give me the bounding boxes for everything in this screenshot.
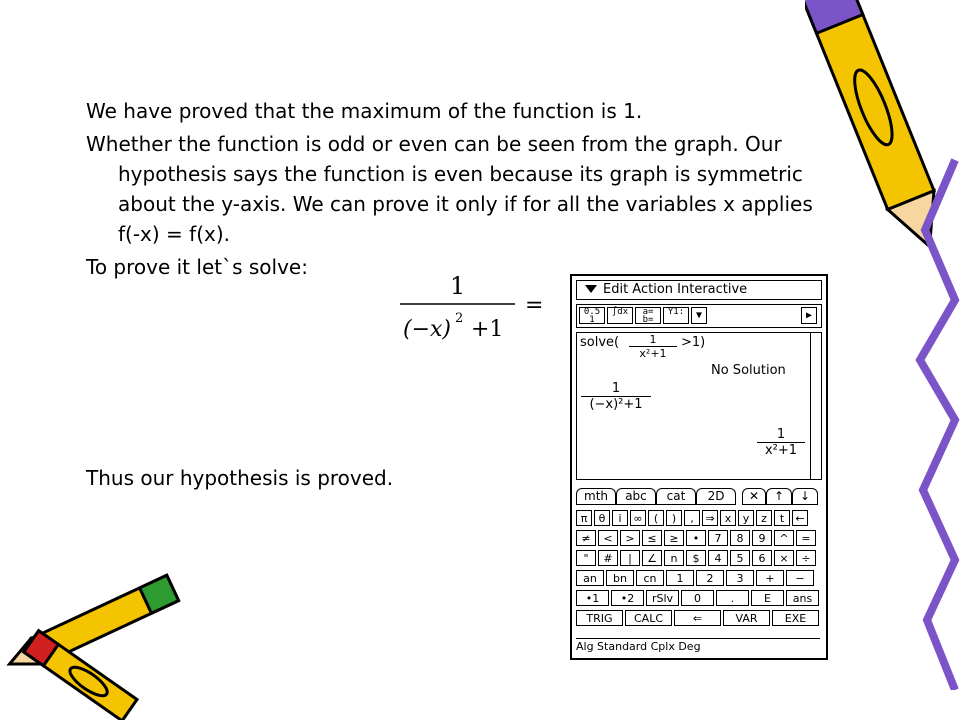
calculator-screen (570, 274, 828, 660)
key-row4-2[interactable]: cn (636, 570, 664, 586)
key-row3-10[interactable]: ÷ (796, 550, 816, 566)
key-row1-9[interactable]: y (738, 510, 754, 526)
key-row6-0[interactable]: TRIG (576, 610, 623, 626)
toolbar-fraction-button[interactable]: 0.5 1 (579, 307, 605, 324)
slide-body (86, 96, 826, 285)
key-row3-0[interactable]: " (576, 550, 596, 566)
key-row1-8[interactable]: x (720, 510, 736, 526)
key-row1-0[interactable]: π (576, 510, 592, 526)
calc-status-bar: Alg Standard Cplx Deg (576, 638, 820, 654)
key-row2-0[interactable]: ≠ (576, 530, 596, 546)
tab-up-icon[interactable]: ↑ (766, 488, 792, 505)
solve-fraction-numerator: 1 (649, 333, 657, 346)
key-row2-4[interactable]: ≥ (664, 530, 684, 546)
key-row5-6[interactable]: ans (786, 590, 819, 606)
formula-equals: = (525, 293, 544, 318)
toolbar-integral-button[interactable]: ∫dx (607, 307, 633, 324)
toolbar-dropdown-icon[interactable]: ▼ (691, 307, 707, 324)
fraction-positive-x (757, 427, 805, 458)
key-row5-3[interactable]: 0 (681, 590, 714, 606)
pencil-left-icon (0, 570, 200, 720)
conclusion-text: Thus our hypothesis is proved. (86, 466, 394, 490)
solve-fraction (629, 333, 677, 360)
key-row2-10[interactable]: = (796, 530, 816, 546)
key-row2-7[interactable]: 8 (730, 530, 750, 546)
toolbar-graph-button[interactable]: Y1: (663, 307, 689, 324)
paragraph-solve: To prove it let`s solve: (86, 255, 308, 279)
pencil-right-icon (805, 0, 960, 690)
key-row3-7[interactable]: 5 (730, 550, 750, 566)
paragraph-hypothesis: Whether the function is odd or even can be seen from the graph. Our hypothesis says the function is even because its graph is symmetric about the y-axis. We can prove it only if for all the variables x applies f(-x) = f(x). (86, 132, 813, 246)
key-row5-5[interactable]: E (751, 590, 784, 606)
key-row1-2[interactable]: i (612, 510, 628, 526)
work-scrollbar[interactable] (810, 333, 821, 479)
key-row3-2[interactable]: | (620, 550, 640, 566)
key-row1-3[interactable]: ∞ (630, 510, 646, 526)
calc-menu-bar[interactable] (576, 280, 822, 300)
key-row1-6[interactable]: , (684, 510, 700, 526)
key-row1-7[interactable]: ⇒ (702, 510, 718, 526)
key-row2-5[interactable]: • (686, 530, 706, 546)
key-row4-4[interactable]: 2 (696, 570, 724, 586)
calc-work-area[interactable] (576, 332, 822, 480)
key-row3-9[interactable]: × (774, 550, 794, 566)
calc-menu-text: Edit Action Interactive (603, 282, 748, 297)
tab-close-icon[interactable]: ✕ (742, 488, 766, 505)
key-row5-2[interactable]: rSlv (646, 590, 679, 606)
key-row5-0[interactable]: •1 (576, 590, 609, 606)
key-row2-9[interactable]: ^ (774, 530, 794, 546)
key-row1-4[interactable]: ( (648, 510, 664, 526)
key-row6-1[interactable]: CALC (625, 610, 672, 626)
key-row4-7[interactable]: − (786, 570, 814, 586)
fraction-negative-x-numerator: 1 (611, 381, 621, 396)
fraction-negative-x (581, 381, 651, 412)
formula-fraction (385, 268, 545, 348)
key-row5-4[interactable]: . (716, 590, 749, 606)
paragraph-maximum: We have proved that the maximum of the function is 1. (86, 99, 643, 123)
fraction-negative-x-denominator: (−x)²+1 (581, 396, 651, 412)
tab-down-icon[interactable]: ↓ (792, 488, 818, 505)
key-row6-4[interactable]: EXE (772, 610, 819, 626)
key-row3-8[interactable]: 6 (752, 550, 772, 566)
solve-suffix: >1) (681, 335, 706, 350)
formula-plus-one: +1 (471, 317, 504, 342)
key-row1-10[interactable]: z (756, 510, 772, 526)
solve-fraction-denominator: x²+1 (629, 346, 677, 360)
key-row4-0[interactable]: an (576, 570, 604, 586)
key-row4-6[interactable]: + (756, 570, 784, 586)
key-row3-3[interactable]: ∠ (642, 550, 662, 566)
solve-prefix: solve( (580, 335, 620, 350)
key-row2-3[interactable]: ≤ (642, 530, 662, 546)
key-row3-5[interactable]: $ (686, 550, 706, 566)
key-row1-12[interactable]: ← (792, 510, 808, 526)
key-row1-1[interactable]: θ (594, 510, 610, 526)
tab-abc[interactable]: abc (616, 488, 656, 505)
key-row2-8[interactable]: 9 (752, 530, 772, 546)
menu-dropdown-icon[interactable] (585, 285, 597, 293)
key-row4-3[interactable]: 1 (666, 570, 694, 586)
key-row5-1[interactable]: •2 (611, 590, 644, 606)
toolbar-scroll-right-icon[interactable]: ▶ (801, 307, 817, 324)
key-row1-11[interactable]: t (774, 510, 790, 526)
fraction-positive-x-denominator: x²+1 (757, 442, 805, 458)
key-row2-2[interactable]: > (620, 530, 640, 546)
formula-denominator-base: (−x) (403, 317, 452, 342)
key-row4-5[interactable]: 3 (726, 570, 754, 586)
key-row2-1[interactable]: < (598, 530, 618, 546)
solve-result: No Solution (711, 363, 786, 378)
key-row1-5[interactable]: ) (666, 510, 682, 526)
key-row3-6[interactable]: 4 (708, 550, 728, 566)
toolbar-assign-button[interactable]: a= b= (635, 307, 661, 324)
formula-exponent: 2 (455, 311, 464, 326)
key-row3-4[interactable]: n (664, 550, 684, 566)
calc-toolbar (576, 304, 822, 328)
key-row4-1[interactable]: bn (606, 570, 634, 586)
formula-numerator: 1 (450, 272, 466, 300)
fraction-positive-x-numerator: 1 (776, 427, 786, 442)
tab-2d[interactable]: 2D (696, 488, 736, 505)
tab-mth[interactable]: mth (576, 488, 616, 505)
keyboard-tabs (576, 488, 820, 504)
key-row3-1[interactable]: # (598, 550, 618, 566)
key-row6-3[interactable]: VAR (723, 610, 770, 626)
key-row6-2[interactable]: ⇐ (674, 610, 721, 626)
key-row2-6[interactable]: 7 (708, 530, 728, 546)
tab-cat[interactable]: cat (656, 488, 696, 505)
